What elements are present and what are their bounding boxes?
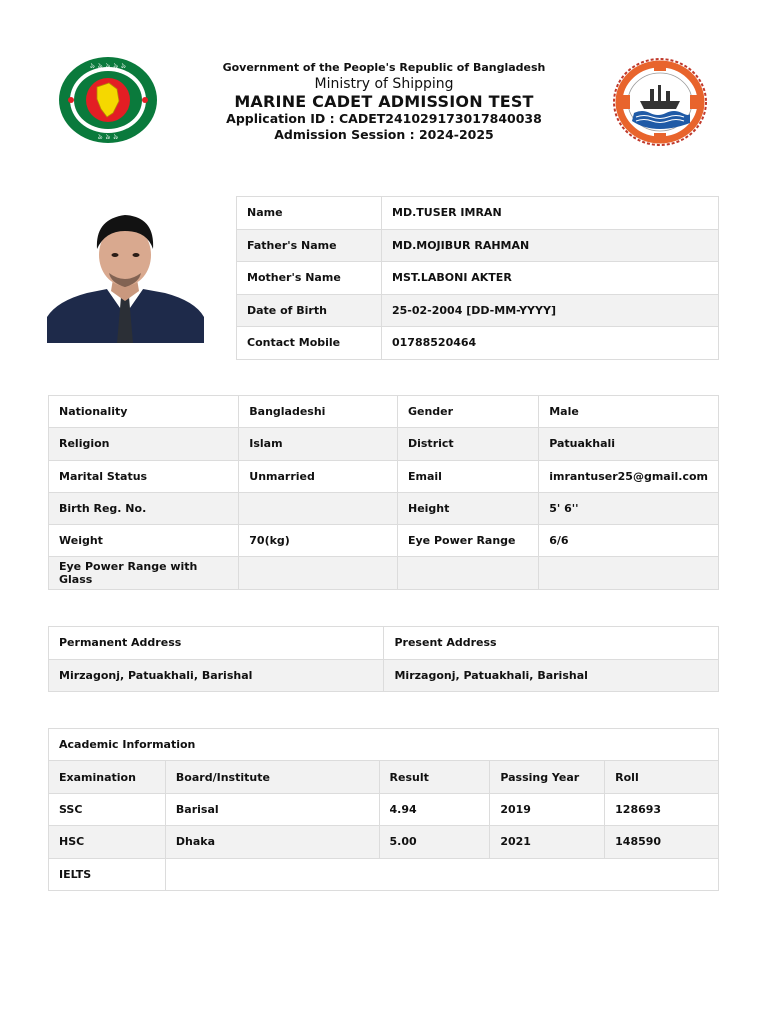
- empty-cell: [539, 557, 719, 589]
- name-label: Name: [237, 197, 382, 230]
- gender-value: Male: [539, 396, 719, 428]
- table-row: [237, 262, 719, 295]
- passing-year-cell: 2019: [490, 793, 605, 825]
- eye-power-glass-label: Eye Power Range with Glass: [49, 557, 239, 589]
- document-header: [0, 60, 768, 143]
- svg-text:৯ ৯ ৯: ৯ ৯ ৯: [97, 132, 119, 141]
- government-line: Government of the People's Republic of Bangladesh: [222, 61, 546, 74]
- table-row: [49, 460, 719, 492]
- empty-cell: [397, 557, 538, 589]
- column-header: Board/Institute: [165, 761, 379, 793]
- admission-session: Admission Session : 2024-2025: [274, 127, 494, 142]
- table-row: [49, 557, 719, 589]
- email-value: imrantuser25@gmail.com: [539, 460, 719, 492]
- academic-info-table: [48, 728, 719, 891]
- dob-value: 25-02-2004 [DD-MM-YYYY]: [382, 294, 719, 327]
- table-row: [237, 197, 719, 230]
- ielts-value: [165, 858, 718, 890]
- table-row: [49, 826, 719, 858]
- table-header-row: [49, 761, 719, 793]
- father-name-value: MD.MOJIBUR RAHMAN: [382, 229, 719, 262]
- document-title: MARINE CADET ADMISSION TEST: [234, 92, 534, 111]
- applicant-photo: [47, 205, 204, 343]
- name-value: MD.TUSER IMRAN: [382, 197, 719, 230]
- dob-label: Date of Birth: [237, 294, 382, 327]
- svg-text:৯ ৯ ৯ ৯ ৯: ৯ ৯ ৯ ৯ ৯: [89, 61, 127, 70]
- exam-cell: HSC: [49, 826, 166, 858]
- religion-value: Islam: [239, 428, 398, 460]
- marital-status-value: Unmarried: [239, 460, 398, 492]
- present-address-label: Present Address: [384, 627, 719, 660]
- ministry-line: Ministry of Shipping: [314, 76, 454, 92]
- eye-power-value: 6/6: [539, 525, 719, 557]
- address-table: [48, 626, 719, 692]
- weight-label: Weight: [49, 525, 239, 557]
- table-row: [49, 492, 719, 524]
- height-label: Height: [397, 492, 538, 524]
- birth-reg-value: [239, 492, 398, 524]
- present-address-value: Mirzagonj, Patuakhali, Barishal: [384, 659, 719, 692]
- roll-cell: 148590: [605, 826, 719, 858]
- permanent-address-label: Permanent Address: [49, 627, 384, 660]
- table-row: [49, 793, 719, 825]
- contact-mobile-label: Contact Mobile: [237, 327, 382, 360]
- table-row: [49, 396, 719, 428]
- personal-info-table: [236, 196, 719, 360]
- result-cell: 5.00: [379, 826, 490, 858]
- gender-label: Gender: [397, 396, 538, 428]
- eye-power-label: Eye Power Range: [397, 525, 538, 557]
- table-row: [49, 858, 719, 890]
- district-value: Patuakhali: [539, 428, 719, 460]
- mother-name-label: Mother's Name: [237, 262, 382, 295]
- roll-cell: 128693: [605, 793, 719, 825]
- birth-reg-label: Birth Reg. No.: [49, 492, 239, 524]
- academic-info-title: Academic Information: [49, 729, 719, 761]
- eye-power-glass-value: [239, 557, 398, 589]
- weight-value: 70(kg): [239, 525, 398, 557]
- general-info-table: [48, 395, 719, 590]
- column-header: Examination: [49, 761, 166, 793]
- board-cell: Barisal: [165, 793, 379, 825]
- table-row: [49, 659, 719, 692]
- application-id: Application ID : CADET241029173017840038: [226, 111, 542, 126]
- table-row: [49, 627, 719, 660]
- column-header: Roll: [605, 761, 719, 793]
- table-row: [49, 428, 719, 460]
- email-label: Email: [397, 460, 538, 492]
- ielts-label: IELTS: [49, 858, 166, 890]
- nationality-label: Nationality: [49, 396, 239, 428]
- column-header: Passing Year: [490, 761, 605, 793]
- passing-year-cell: 2021: [490, 826, 605, 858]
- contact-mobile-value: 01788520464: [382, 327, 719, 360]
- father-name-label: Father's Name: [237, 229, 382, 262]
- nationality-value: Bangladeshi: [239, 396, 398, 428]
- religion-label: Religion: [49, 428, 239, 460]
- exam-cell: SSC: [49, 793, 166, 825]
- column-header: Result: [379, 761, 490, 793]
- permanent-address-value: Mirzagonj, Patuakhali, Barishal: [49, 659, 384, 692]
- table-row: [49, 525, 719, 557]
- table-row: [237, 229, 719, 262]
- mother-name-value: MST.LABONI AKTER: [382, 262, 719, 295]
- height-value: 5' 6'': [539, 492, 719, 524]
- table-row: [237, 294, 719, 327]
- table-row: [49, 729, 719, 761]
- table-row: [237, 327, 719, 360]
- result-cell: 4.94: [379, 793, 490, 825]
- district-label: District: [397, 428, 538, 460]
- board-cell: Dhaka: [165, 826, 379, 858]
- marital-status-label: Marital Status: [49, 460, 239, 492]
